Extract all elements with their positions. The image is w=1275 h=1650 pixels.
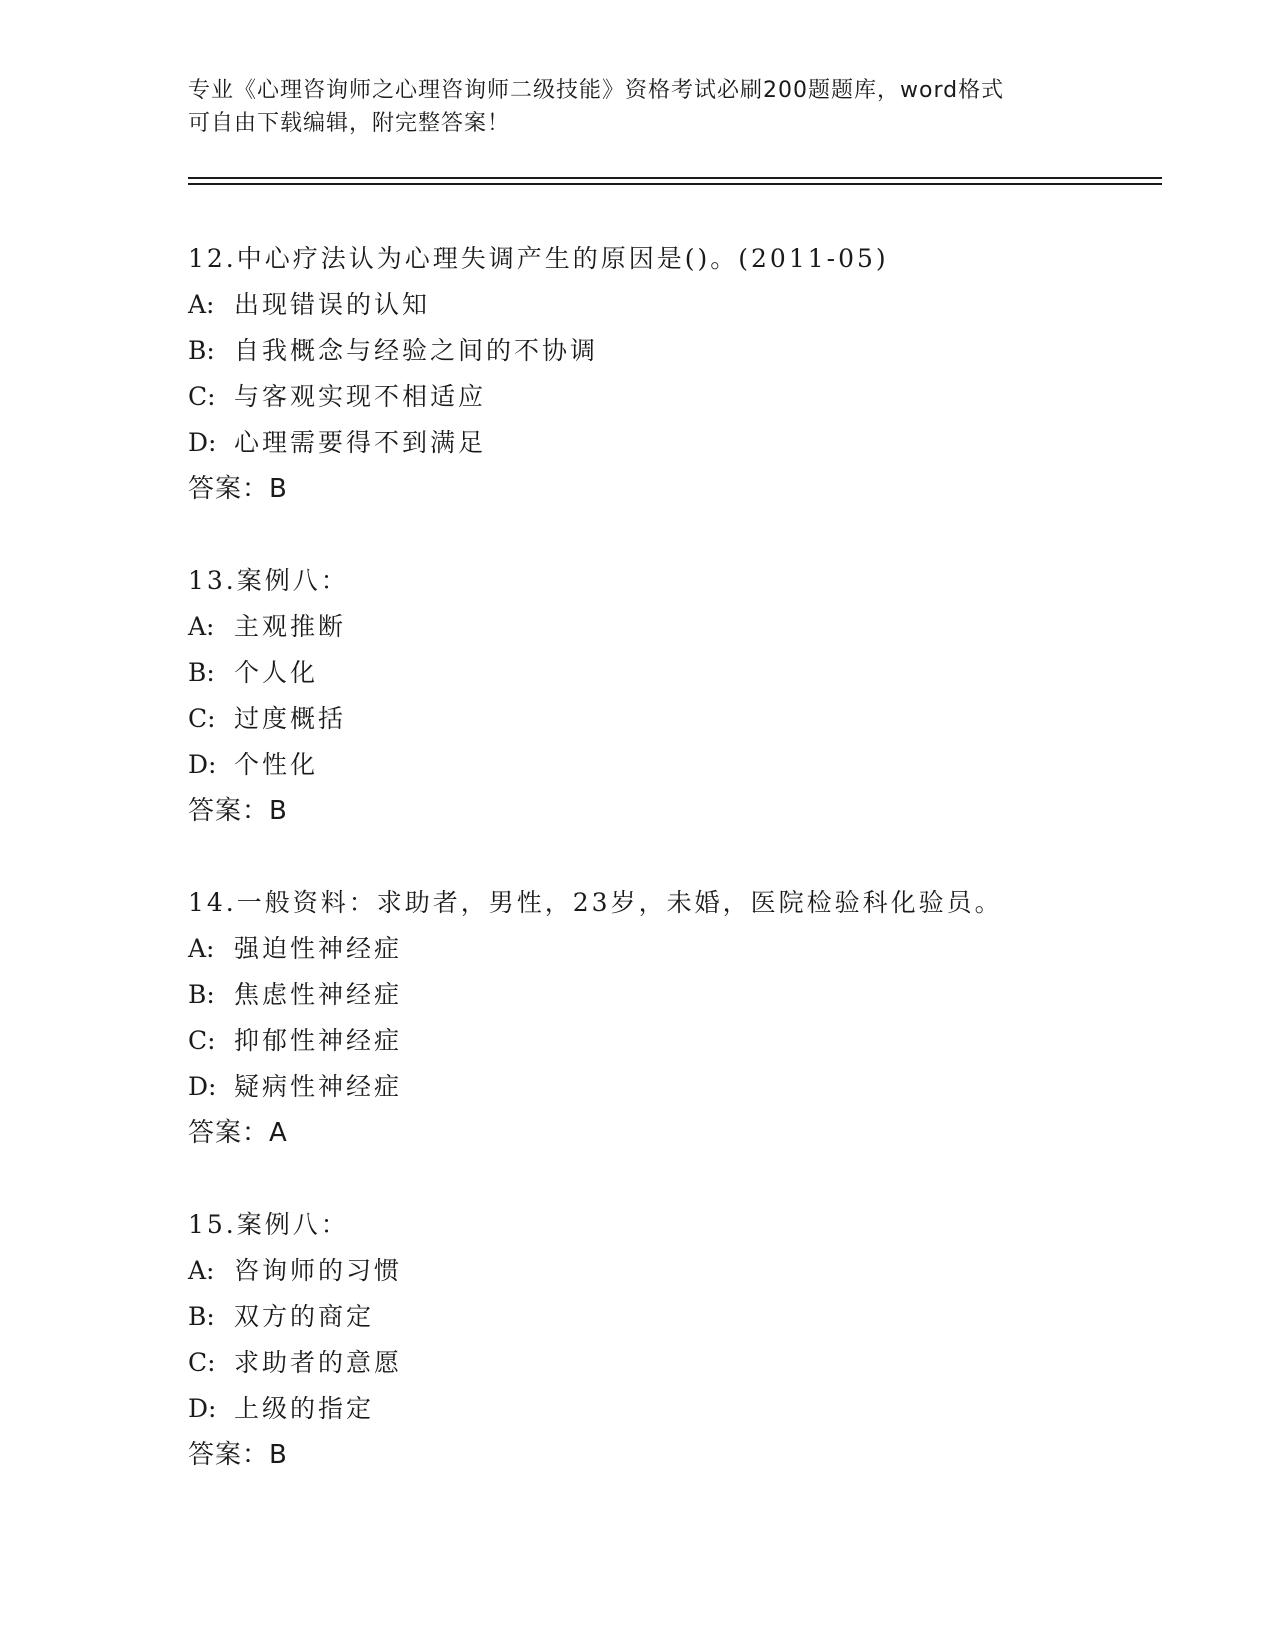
option-text: 疑病性神经症 xyxy=(234,1072,403,1101)
question-14 xyxy=(188,880,1148,1156)
option-letter: B: xyxy=(188,980,215,1009)
option-a xyxy=(188,282,1148,328)
option-b xyxy=(188,1294,1148,1340)
answer-line: 答案：B xyxy=(188,1440,288,1470)
option-d xyxy=(188,420,1148,466)
question-stem: 13.案例八： xyxy=(188,566,349,595)
answer-line: 答案：A xyxy=(188,1118,288,1148)
header-divider-top xyxy=(188,177,1162,179)
option-letter: C: xyxy=(188,1026,216,1055)
question-stem: 14.一般资料：求助者，男性，23岁，未婚，医院检验科化验员。 xyxy=(188,888,1003,917)
option-text: 求助者的意愿 xyxy=(234,1348,403,1377)
option-text: 焦虑性神经症 xyxy=(234,980,403,1009)
option-a xyxy=(188,604,1148,650)
option-letter: A: xyxy=(188,934,215,963)
option-letter: B: xyxy=(188,1302,215,1331)
option-d xyxy=(188,742,1148,788)
option-letter: A: xyxy=(188,1256,215,1285)
option-text: 过度概括 xyxy=(234,704,347,733)
option-text: 个性化 xyxy=(234,750,319,779)
option-a xyxy=(188,1248,1148,1294)
option-letter: C: xyxy=(188,704,216,733)
question-stem: 12.中心疗法认为心理失调产生的原因是()。(2011-05) xyxy=(188,244,889,273)
option-d xyxy=(188,1064,1148,1110)
option-text: 出现错误的认知 xyxy=(234,290,431,319)
question-12 xyxy=(188,236,1148,512)
option-c xyxy=(188,374,1148,420)
option-b xyxy=(188,328,1148,374)
question-13 xyxy=(188,558,1148,834)
option-c xyxy=(188,1340,1148,1386)
option-b xyxy=(188,972,1148,1018)
option-text: 上级的指定 xyxy=(234,1394,375,1423)
option-d xyxy=(188,1386,1148,1432)
option-text: 自我概念与经验之间的不协调 xyxy=(234,336,599,365)
option-letter: D: xyxy=(188,428,217,457)
option-letter: D: xyxy=(188,1394,217,1423)
option-a xyxy=(188,926,1148,972)
option-text: 强迫性神经症 xyxy=(234,934,403,963)
question-15 xyxy=(188,1202,1148,1478)
option-text: 与客观实现不相适应 xyxy=(234,382,487,411)
option-letter: C: xyxy=(188,382,216,411)
question-list xyxy=(188,236,1148,1524)
header-line-2: 可自由下载编辑，附完整答案！ xyxy=(188,111,511,136)
option-text: 抑郁性神经症 xyxy=(234,1026,403,1055)
option-letter: D: xyxy=(188,750,217,779)
option-letter: A: xyxy=(188,612,215,641)
option-b xyxy=(188,650,1148,696)
option-letter: A: xyxy=(188,290,215,319)
option-letter: D: xyxy=(188,1072,217,1101)
option-letter: B: xyxy=(188,658,215,687)
document-header xyxy=(188,74,1088,140)
option-letter: C: xyxy=(188,1348,216,1377)
option-text: 心理需要得不到满足 xyxy=(234,428,487,457)
option-c xyxy=(188,696,1148,742)
option-text: 双方的商定 xyxy=(234,1302,375,1331)
option-c xyxy=(188,1018,1148,1064)
answer-line: 答案：B xyxy=(188,474,288,504)
header-line-1: 专业《心理咨询师之心理咨询师二级技能》资格考试必刷200题题库，word格式 xyxy=(188,78,1005,103)
option-text: 咨询师的习惯 xyxy=(234,1256,403,1285)
option-text: 个人化 xyxy=(234,658,319,687)
option-text: 主观推断 xyxy=(234,612,347,641)
option-letter: B: xyxy=(188,336,215,365)
header-divider-bottom xyxy=(188,183,1162,185)
answer-line: 答案：B xyxy=(188,796,288,826)
question-stem: 15.案例八： xyxy=(188,1210,349,1239)
